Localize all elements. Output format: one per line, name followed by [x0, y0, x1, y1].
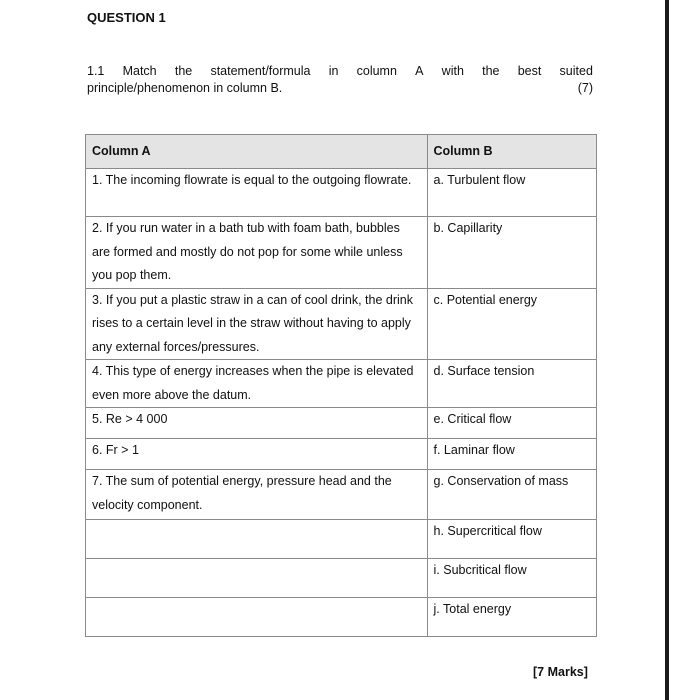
question-word: 1.1: [87, 64, 105, 78]
question-line-1: [87, 63, 593, 80]
question-word: Match: [122, 64, 157, 78]
matching-table: [85, 134, 597, 637]
column-a-cell-empty: [86, 598, 428, 637]
column-a-cell-empty: [86, 559, 428, 598]
column-b-cell: g. Conservation of mass: [427, 470, 596, 520]
column-b-cell: f. Laminar flow: [427, 439, 596, 470]
column-b-header: Column B: [427, 135, 596, 169]
page-edge-border: [665, 0, 669, 700]
question-line-2: [87, 80, 593, 97]
question-heading: QUESTION 1: [87, 10, 166, 25]
question-word: with: [441, 64, 464, 78]
question-word: suited: [559, 64, 593, 78]
column-b-cell: i. Subcritical flow: [427, 559, 596, 598]
table-row: [86, 470, 597, 520]
question-word: in: [328, 64, 339, 78]
question-word: the: [482, 64, 500, 78]
table-row: [86, 598, 597, 637]
table-header-row: [86, 135, 597, 169]
question-text: [87, 63, 593, 97]
column-b-cell: e. Critical flow: [427, 408, 596, 439]
column-a-cell: 5. Re > 4 000: [86, 408, 428, 439]
question-word: A: [415, 64, 424, 78]
column-a-cell: 4. This type of energy increases when the pipe is elevated even more above the datum.: [86, 360, 428, 408]
column-a-cell: 3. If you put a plastic straw in a can of cool drink, the drink rises to a certain level in the straw without having to apply any external forces/pressures.: [86, 288, 428, 360]
column-b-cell: b. Capillarity: [427, 217, 596, 289]
column-b-cell: d. Surface tension: [427, 360, 596, 408]
column-a-cell: 2. If you run water in a bath tub with foam bath, bubbles are formed and mostly do not pop for some while unless you pop them.: [86, 217, 428, 289]
total-marks: [7 Marks]: [533, 665, 588, 679]
table-row: [86, 439, 597, 470]
column-b-cell: c. Potential energy: [427, 288, 596, 360]
column-a-cell: 6. Fr > 1: [86, 439, 428, 470]
question-word: statement/formula: [210, 64, 311, 78]
column-a-cell-empty: [86, 520, 428, 559]
column-b-cell: j. Total energy: [427, 598, 596, 637]
column-a-cell: 7. The sum of potential energy, pressure head and the velocity component.: [86, 470, 428, 520]
table-row: [86, 217, 597, 289]
column-a-cell: 1. The incoming flowrate is equal to the outgoing flowrate.: [86, 169, 428, 217]
column-b-cell: h. Supercritical flow: [427, 520, 596, 559]
table-row: [86, 360, 597, 408]
question-line-2-text: principle/phenomenon in column B.: [87, 81, 283, 95]
table-row: [86, 520, 597, 559]
column-a-header: Column A: [86, 135, 428, 169]
question-marks: (7): [577, 81, 593, 95]
question-word: best: [517, 64, 542, 78]
table-row: [86, 559, 597, 598]
table-row: [86, 169, 597, 217]
column-b-cell: a. Turbulent flow: [427, 169, 596, 217]
table-row: [86, 408, 597, 439]
table-row: [86, 288, 597, 360]
question-word: column: [356, 64, 397, 78]
question-word: the: [174, 64, 193, 78]
